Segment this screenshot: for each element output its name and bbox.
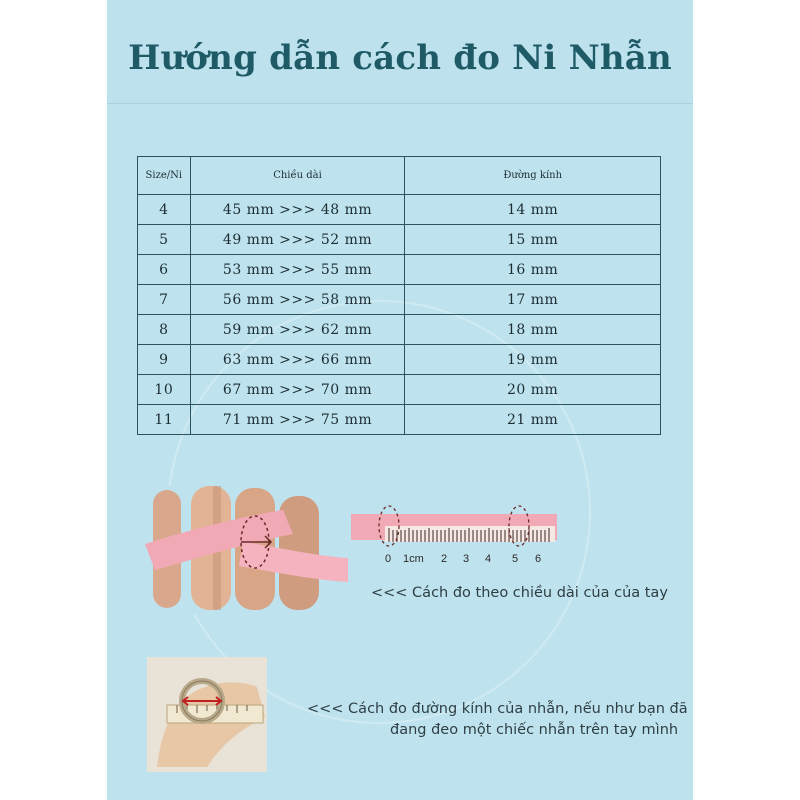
ruler-label: 5 [512,553,519,565]
header-length: Chiều dài [190,157,405,195]
cell-length: 71 mm >>> 75 mm [190,405,405,435]
cell-diameter: 18 mm [405,315,661,345]
cell-size: 8 [138,315,191,345]
cell-size: 10 [138,375,191,405]
cell-size: 4 [138,195,191,225]
cell-length: 59 mm >>> 62 mm [190,315,405,345]
cell-size: 7 [138,285,191,315]
table-row [138,315,661,345]
ring-diameter-illustration [147,657,267,772]
header-band [107,0,693,104]
ruler-label: 3 [463,553,470,565]
table-row [138,255,661,285]
cell-diameter: 16 mm [405,255,661,285]
header-diameter: Đường kính [405,157,661,195]
table-row [138,195,661,225]
ruler-label: 2 [441,553,448,565]
table-row [138,285,661,315]
caption-diameter-line1: <<< Cách đo đường kính của nhẫn, nếu như bạn đã [307,701,688,717]
ring-size-table [137,156,661,435]
cell-size: 9 [138,345,191,375]
table-row [138,225,661,255]
cell-diameter: 14 mm [405,195,661,225]
cell-diameter: 17 mm [405,285,661,315]
cell-length: 67 mm >>> 70 mm [190,375,405,405]
ruler-label: 4 [485,553,492,565]
cell-length: 63 mm >>> 66 mm [190,345,405,375]
table-row [138,375,661,405]
caption-diameter-line2: đang đeo một chiếc nhẫn trên tay mình [390,722,679,738]
finger-wrap-illustration [143,486,353,614]
ruler-label: 1cm [403,553,424,565]
page-title: Hướng dẫn cách đo Ni Nhẫn [128,38,672,78]
cell-diameter: 15 mm [405,225,661,255]
poster [107,0,693,800]
cell-length: 56 mm >>> 58 mm [190,285,405,315]
header-size: Size/Ni [138,157,191,195]
cell-diameter: 21 mm [405,405,661,435]
table-row [138,405,661,435]
cell-size: 5 [138,225,191,255]
cell-length: 49 mm >>> 52 mm [190,225,405,255]
cell-diameter: 19 mm [405,345,661,375]
ruler-label: 0 [385,553,392,565]
table-row [138,345,661,375]
cell-length: 45 mm >>> 48 mm [190,195,405,225]
caption-length: <<< Cách đo theo chiều dài của của tay [371,585,668,601]
cell-length: 53 mm >>> 55 mm [190,255,405,285]
cell-size: 6 [138,255,191,285]
cell-diameter: 20 mm [405,375,661,405]
ruler-illustration [351,502,561,572]
ruler-label: 6 [535,553,542,565]
table-header-row [138,157,661,195]
cell-size: 11 [138,405,191,435]
